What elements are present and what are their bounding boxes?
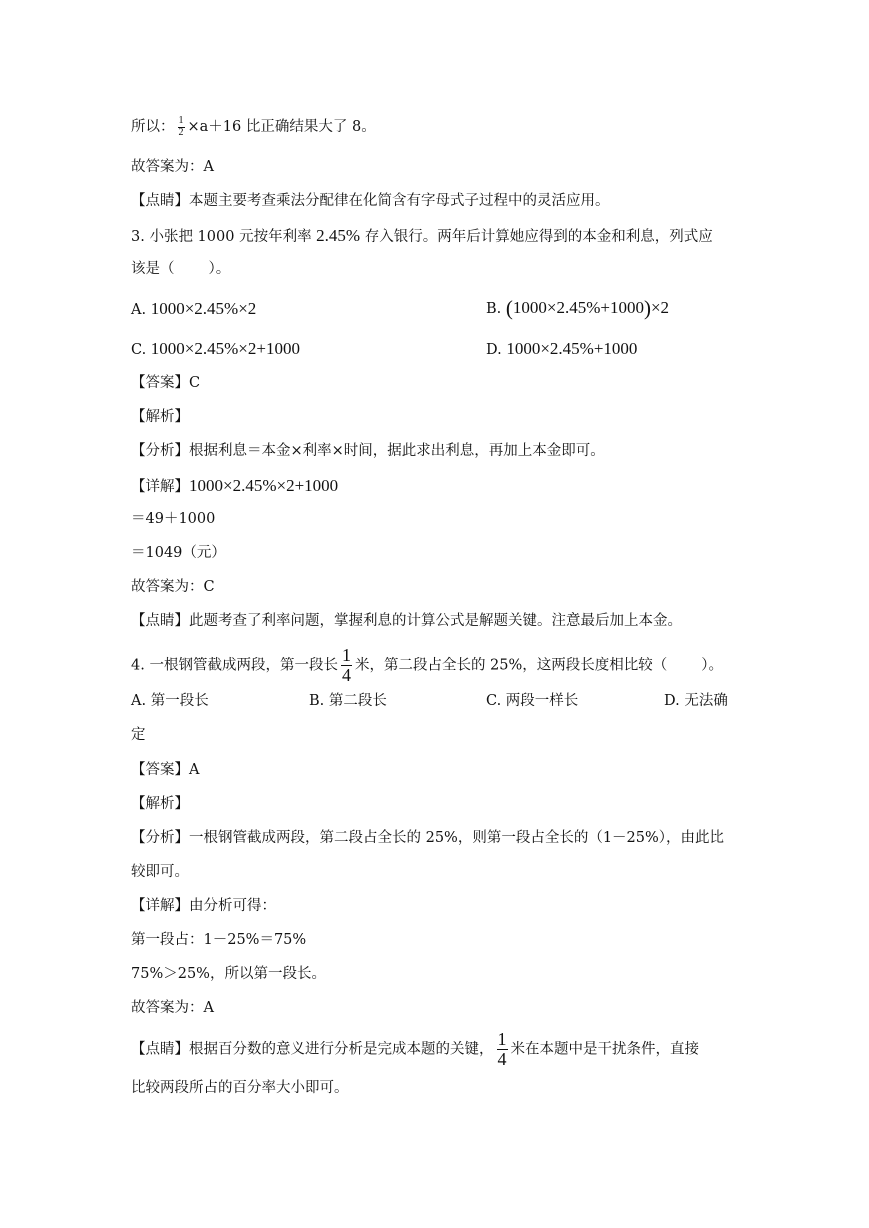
option-label: C.: [131, 342, 147, 358]
q3-xiangjie: [131, 476, 338, 496]
q4-dianjing-line1: [131, 1030, 699, 1069]
q3-stem-line2: [131, 261, 230, 278]
fraction-numerator: 1: [497, 1029, 507, 1049]
conclusion-prefix: 所以：: [131, 119, 175, 135]
q4-option-d-cont: 定: [131, 727, 146, 743]
q3-option-a: [131, 299, 256, 319]
q4-fenxi-line1: 【分析】一根钢管截成两段，第二段占全长的 25%，则第一段占全长的（1－25%），由此比: [131, 830, 725, 846]
q4-option-c: C. 两段一样长: [486, 693, 579, 709]
q3-stem-text-2: 存入银行。两年后计算她应得到的本金和利息，列式应: [364, 229, 713, 245]
q3-option-d: [486, 339, 637, 359]
q4-stem-text: 4. 一根钢管截成两段，第一段长: [131, 657, 338, 674]
open-paren: (: [505, 296, 513, 320]
q4-xiangjie: 【详解】由分析可得：: [131, 898, 276, 914]
q3-stem-open: 该是（: [131, 261, 175, 277]
fraction-denominator: 2: [178, 126, 184, 138]
q4-option-d: D. 无法确: [664, 693, 728, 709]
q3-dianjing: 【点睛】此题考查了利率问题，掌握利息的计算公式是解题关键。注意最后加上本金。: [131, 613, 682, 629]
q4-step1: 第一段占：1－25%＝75%: [131, 932, 307, 948]
fraction-denominator: 4: [341, 664, 351, 685]
q3-stem-line1: [131, 226, 713, 246]
q4-fenxi-line2: 较即可。: [131, 864, 189, 880]
conclusion-line: [131, 116, 376, 138]
q4-dianjing-line2: 比较两段所占的百分率大小即可。: [131, 1080, 349, 1096]
q4-jiexi: 【解析】: [131, 796, 189, 812]
answer-line-q2: 故答案为：A: [131, 159, 214, 175]
q3-final: 故答案为：C: [131, 579, 215, 595]
q3-rate: 2.45%: [316, 226, 361, 245]
dianjing-text: 【点睛】根据百分数的意义进行分析是完成本题的关键，: [131, 1041, 494, 1058]
q4-step2: 75%＞25%，所以第一段长。: [131, 966, 326, 982]
fraction-numerator: 1: [178, 115, 184, 126]
q4-answer: 【答案】A: [131, 762, 200, 778]
q4-stem-text-2: 米，第二段占全长的 25%，这两段长度相比较（: [354, 657, 668, 674]
option-expression: 1000×2.45%×2: [150, 299, 257, 318]
option-label: D.: [486, 342, 502, 358]
close-paren: ): [643, 296, 651, 320]
q3-fenxi: 【分析】根据利息＝本金×利率×时间，据此求出利息，再加上本金即可。: [131, 443, 605, 459]
xiangjie-label: 【详解】: [131, 479, 189, 495]
quarter-fraction: [497, 1030, 508, 1069]
fraction-numerator: 1: [341, 645, 351, 665]
option-label: B.: [486, 301, 502, 317]
q3-stem-text: 3. 小张把 1000 元按年利率: [131, 229, 312, 245]
q3-option-b: [486, 296, 669, 321]
quarter-fraction: [341, 646, 352, 685]
q3-option-c: [131, 339, 300, 359]
conclusion-suffix: ×a＋16 比正确结果大了 8。: [187, 119, 376, 135]
q4-option-a: A. 第一段长: [131, 693, 209, 709]
half-fraction: [178, 116, 185, 138]
fraction-denominator: 4: [497, 1048, 507, 1069]
q4-stem-line1: [131, 646, 723, 685]
option-expression: 1000×2.45%×2+1000: [150, 339, 300, 358]
q3-jiexi: 【解析】: [131, 409, 189, 425]
q3-stem-close: ）。: [208, 261, 231, 277]
q3-step2: ＝1049（元）: [131, 545, 226, 561]
q3-step1: ＝49＋1000: [131, 511, 216, 527]
q3-answer: 【答案】C: [131, 375, 201, 391]
dianjing-text-2: 米在本题中是干扰条件，直接: [510, 1041, 699, 1058]
xiangjie-expression: 1000×2.45%×2+1000: [189, 476, 339, 495]
option-expression-tail: ×2: [650, 298, 670, 317]
q4-option-b: B. 第二段长: [309, 693, 387, 709]
option-expression: 1000×2.45%+1000: [506, 339, 638, 358]
option-label: A.: [131, 302, 147, 318]
q4-stem-close: ）。: [701, 657, 724, 674]
option-expression: 1000×2.45%+1000: [512, 298, 644, 317]
q4-final: 故答案为：A: [131, 1000, 214, 1016]
dianjing-q2: 【点睛】本题主要考查乘法分配律在化简含有字母式子过程中的灵活应用。: [131, 193, 610, 209]
